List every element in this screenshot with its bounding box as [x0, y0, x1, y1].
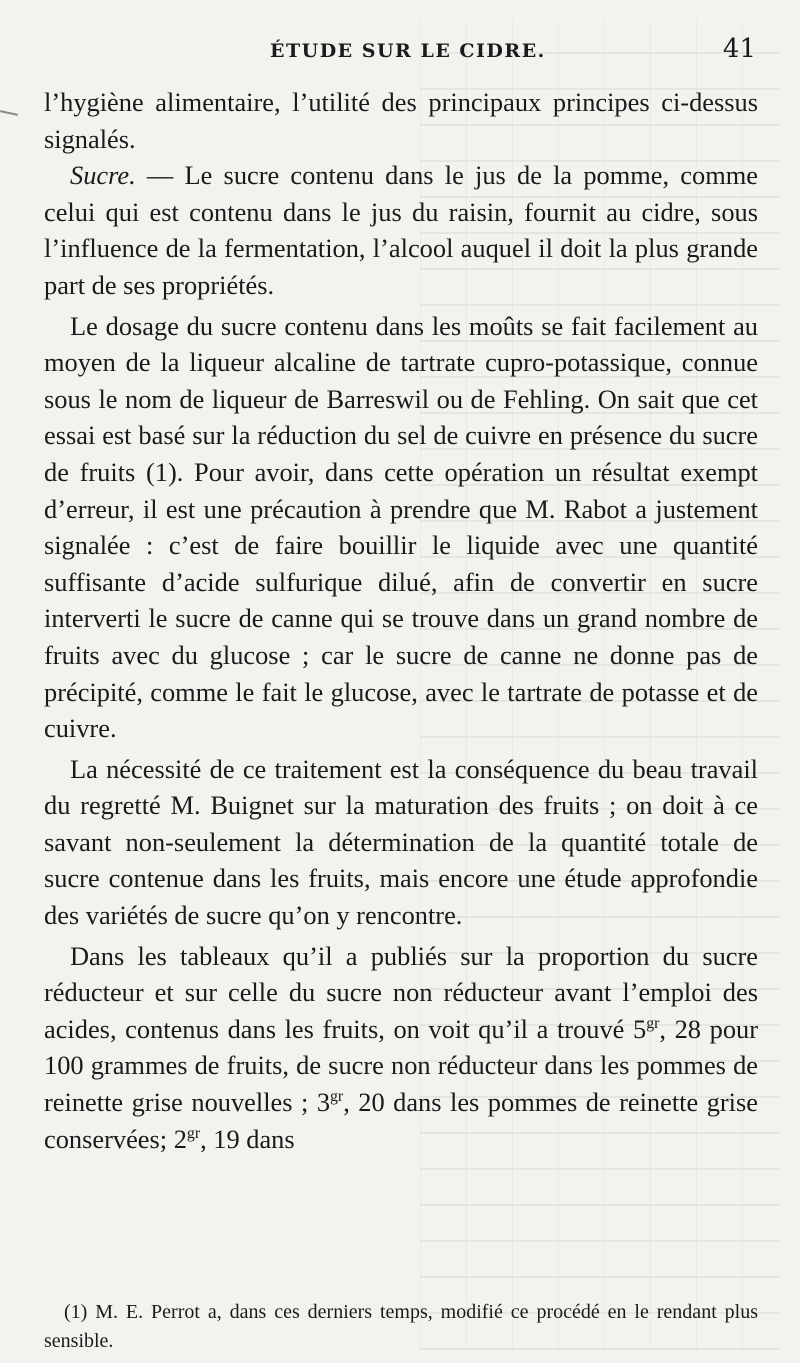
footnote-number: (1) [64, 1301, 88, 1323]
section-lead-sucre: Sucre. [70, 160, 136, 191]
page-header [0, 34, 800, 68]
paragraph-text: , 28 pour 100 grammes de fruits, de sucre non réducteur dans les pommes de reinette grise nouvelles ; 3 [44, 1013, 759, 1118]
paragraph-text: Dans les tableaux qu’il a publiés sur la proportion du sucre réducteur et sur celle du sucre non réducteur avant l’emploi des acides, contenus dans les fruits, on voit qu’il a trouvé 5 [44, 940, 758, 1044]
paragraph-text: — Le sucre contenu dans le jus de la pomme, comme celui qui est contenu dans le jus du raisin, fournit au cidre, sous l’influence de la fermentation, l’alcool auquel il doit la plus grande part de ses propriétés. [44, 160, 758, 300]
unit-superscript: gr [186, 1124, 201, 1142]
footnote-text: M. E. Perrot a, dans ces derniers temps, modifié ce procédé en le rendant plus sensible. [44, 1301, 758, 1352]
footnote [44, 1298, 758, 1356]
paragraph-continuation: l’hygiène alimentaire, l’utilité des principaux principes ci-dessus signalés. [44, 87, 758, 154]
paragraph-sucre [44, 157, 758, 303]
margin-mark [0, 110, 18, 116]
running-title: ÉTUDE SUR LE CIDRE. [270, 40, 546, 62]
unit-superscript: gr [330, 1088, 344, 1106]
paragraph-dosage: Le dosage du sucre contenu dans les moûts se fait facilement au moyen de la liqueur alcaline de tartrate cupro-potassique, connue sous le nom de liqueur de Barreswil ou de Fehling. On sait que cet essai est basé sur la réduction du sel de cuivre en présence du sucre de fruits (1). Pour avoir, dans cette opération un résultat exempt d’erreur, il est une précaution à prendre que M. Rabot a justement signalée : c’est de faire bouillir le liquide avec une quantité suffisante d’acide sulfurique dilué, afin de convertir en sucre interverti le sucre de canne qui se trouve dans un grand nombre de fruits avec du glucose ; car le sucre de canne ne donne pas de précipité, comme le fait le glucose, avec le tartrate de potasse et de cuivre. [44, 310, 758, 744]
paragraph-text: , 20 dans les pommes de reinette grise conservées; 2 [44, 1087, 758, 1154]
body-text [44, 84, 758, 1157]
paragraph-tableaux [44, 938, 758, 1158]
page-number: 41 [722, 34, 756, 64]
unit-superscript: gr [646, 1015, 660, 1033]
paragraph-text: , 19 dans [200, 1123, 295, 1154]
paragraph-buignet: La nécessité de ce traitement est la conséquence du beau travail du regretté M. Buignet sur la maturation des fruits ; on doit à ce savant non-seulement la détermination de la quantité totale de sucre contenue dans les fruits, mais encore une étude approfondie des variétés de sucre qu’on y rencontre. [44, 753, 758, 931]
